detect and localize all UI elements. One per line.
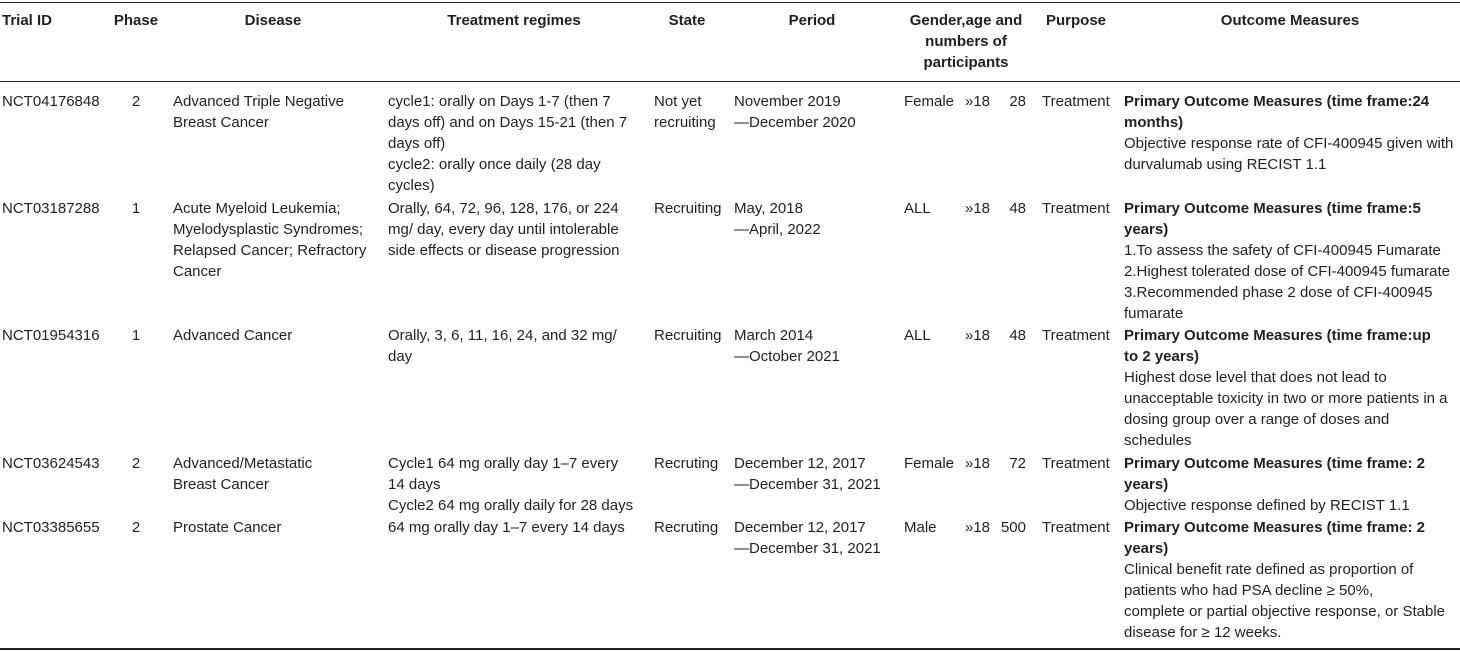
period-line: March 2014	[734, 327, 814, 344]
state-line: Not yet	[654, 93, 702, 110]
header-purpose: Purpose	[1045, 12, 1106, 29]
outcome-title-line: years)	[1124, 221, 1169, 238]
period-line: —December 31, 2021	[734, 540, 881, 557]
participants-cell: 72	[1009, 455, 1026, 472]
purpose-cell: Treatment	[1042, 93, 1110, 110]
purpose-cell: Treatment	[1042, 200, 1110, 217]
treatment-line: cycle1: orally on Days 1-7 (then 7	[388, 93, 611, 110]
outcome-text-line: complete or partial objective response, or Stable	[1124, 603, 1446, 620]
participants-cell: 48	[1009, 327, 1026, 344]
period-line: November 2019	[734, 93, 841, 110]
outcome-title-line: years)	[1124, 476, 1169, 493]
state-line: Recruiting	[654, 327, 722, 344]
disease-line: Acute Myeloid Leukemia;	[173, 200, 341, 217]
purpose-cell: Treatment	[1042, 455, 1110, 472]
outcome-text-line: schedules	[1124, 432, 1192, 449]
treatment-line: cycles)	[388, 177, 435, 194]
bottom-rule	[0, 648, 1460, 650]
outcome-title-line: Primary Outcome Measures (time frame:24	[1124, 93, 1430, 110]
trial-id-cell: NCT04176848	[2, 93, 100, 110]
treatment-line: Orally, 64, 72, 96, 128, 176, or 224	[388, 200, 619, 217]
header-rule	[0, 81, 1460, 82]
phase-cell: 1	[131, 200, 141, 217]
treatment-line: Cycle1 64 mg orally day 1–7 every	[388, 455, 619, 472]
treatment-line: side effects or disease progression	[388, 242, 620, 259]
treatment-line: Cycle2 64 mg orally daily for 28 days	[388, 497, 634, 514]
period-line: —December 2020	[734, 114, 856, 131]
period-line: —April, 2022	[734, 221, 821, 238]
treatment-line: days off) and on Days 15-21 (then 7	[388, 114, 628, 131]
phase-cell: 2	[131, 455, 141, 472]
gender-cell: ALL	[904, 200, 931, 217]
phase-cell: 1	[131, 327, 141, 344]
age-cell: »18	[965, 455, 991, 472]
disease-line: Myelodysplastic Syndromes;	[173, 221, 364, 238]
purpose-cell: Treatment	[1042, 519, 1110, 536]
disease-line: Advanced Triple Negative	[173, 93, 344, 110]
period-line: —October 2021	[734, 348, 840, 365]
treatment-line: days off)	[388, 135, 446, 152]
disease-line: Relapsed Cancer; Refractory	[173, 242, 367, 259]
header-period: Period	[788, 12, 836, 29]
age-cell: »18	[965, 519, 991, 536]
treatment-line: cycle2: orally once daily (28 day	[388, 156, 601, 173]
outcome-text-line: durvalumab using RECIST 1.1	[1124, 156, 1327, 173]
gender-cell: Male	[904, 519, 937, 536]
disease-line: Breast Cancer	[173, 476, 269, 493]
trial-id-cell: NCT01954316	[2, 327, 100, 344]
outcome-text-line: dosing group over a range of doses and	[1124, 411, 1390, 428]
state-line: recruiting	[654, 114, 716, 131]
gender-cell: Female	[904, 93, 955, 110]
state-line: Recruting	[654, 519, 719, 536]
outcome-text-line: disease for ≥ 12 weeks.	[1124, 624, 1282, 641]
header-gender-line: numbers of	[925, 33, 1007, 50]
header-outcome: Outcome Measures	[1220, 12, 1360, 29]
outcome-text-line: 1.To assess the safety of CFI-400945 Fumarate	[1124, 242, 1441, 259]
outcome-title-line: Primary Outcome Measures (time frame:up	[1124, 327, 1431, 344]
outcome-title-line: Primary Outcome Measures (time frame:5	[1124, 200, 1421, 217]
participants-cell: 48	[1009, 200, 1026, 217]
top-rule	[0, 2, 1460, 3]
trial-id-cell: NCT03624543	[2, 455, 100, 472]
age-cell: »18	[965, 200, 991, 217]
treatment-line: Orally, 3, 6, 11, 16, 24, and 32 mg/	[388, 327, 617, 344]
outcome-text-line: Objective response defined by RECIST 1.1	[1124, 497, 1410, 514]
outcome-text-line: unacceptable toxicity in two or more patients in a	[1124, 390, 1448, 407]
outcome-title-line: months)	[1124, 114, 1184, 131]
age-cell: »18	[965, 327, 991, 344]
header-treatment: Treatment regimes	[447, 12, 581, 29]
state-line: Recruting	[654, 455, 719, 472]
header-gender-line: participants	[923, 54, 1009, 71]
outcome-text-line: fumarate	[1124, 305, 1184, 322]
treatment-line: 14 days	[388, 476, 441, 493]
participants-cell: 500	[1000, 519, 1026, 536]
outcome-text-line: patients who had PSA decline ≥ 50%,	[1124, 582, 1374, 599]
state-line: Recruiting	[654, 200, 722, 217]
header-state: State	[668, 12, 706, 29]
outcome-text-line: 3.Recommended phase 2 dose of CFI-400945	[1124, 284, 1433, 301]
treatment-line: 64 mg orally day 1–7 every 14 days	[388, 519, 625, 536]
outcome-text-line: 2.Highest tolerated dose of CFI-400945 fumarate	[1124, 263, 1451, 280]
gender-cell: Female	[904, 455, 955, 472]
participants-cell: 28	[1009, 93, 1026, 110]
outcome-title-line: Primary Outcome Measures (time frame: 2	[1124, 455, 1425, 472]
disease-line: Advanced Cancer	[173, 327, 293, 344]
treatment-line: day	[388, 348, 413, 365]
treatment-line: mg/ day, every day until intolerable	[388, 221, 619, 238]
gender-cell: ALL	[904, 327, 931, 344]
trial-id-cell: NCT03187288	[2, 200, 100, 217]
period-line: May, 2018	[734, 200, 803, 217]
header-phase: Phase	[113, 12, 159, 29]
period-line: —December 31, 2021	[734, 476, 881, 493]
period-line: December 12, 2017	[734, 455, 866, 472]
header-gender-line: Gender,age and	[909, 12, 1023, 29]
outcome-text-line: Highest dose level that does not lead to	[1124, 369, 1387, 386]
disease-line: Prostate Cancer	[173, 519, 282, 536]
purpose-cell: Treatment	[1042, 327, 1110, 344]
phase-cell: 2	[131, 519, 141, 536]
outcome-title-line: years)	[1124, 540, 1169, 557]
header-trial-id: Trial ID	[2, 12, 53, 29]
trial-id-cell: NCT03385655	[2, 519, 100, 536]
outcome-text-line: Objective response rate of CFI-400945 given with	[1124, 135, 1454, 152]
disease-line: Cancer	[173, 263, 222, 280]
phase-cell: 2	[131, 93, 141, 110]
disease-line: Breast Cancer	[173, 114, 269, 131]
outcome-title-line: to 2 years)	[1124, 348, 1200, 365]
outcome-title-line: Primary Outcome Measures (time frame: 2	[1124, 519, 1425, 536]
disease-line: Advanced/Metastatic	[173, 455, 313, 472]
header-disease: Disease	[244, 12, 302, 29]
outcome-text-line: Clinical benefit rate defined as proportion of	[1124, 561, 1414, 578]
period-line: December 12, 2017	[734, 519, 866, 536]
age-cell: »18	[965, 93, 991, 110]
